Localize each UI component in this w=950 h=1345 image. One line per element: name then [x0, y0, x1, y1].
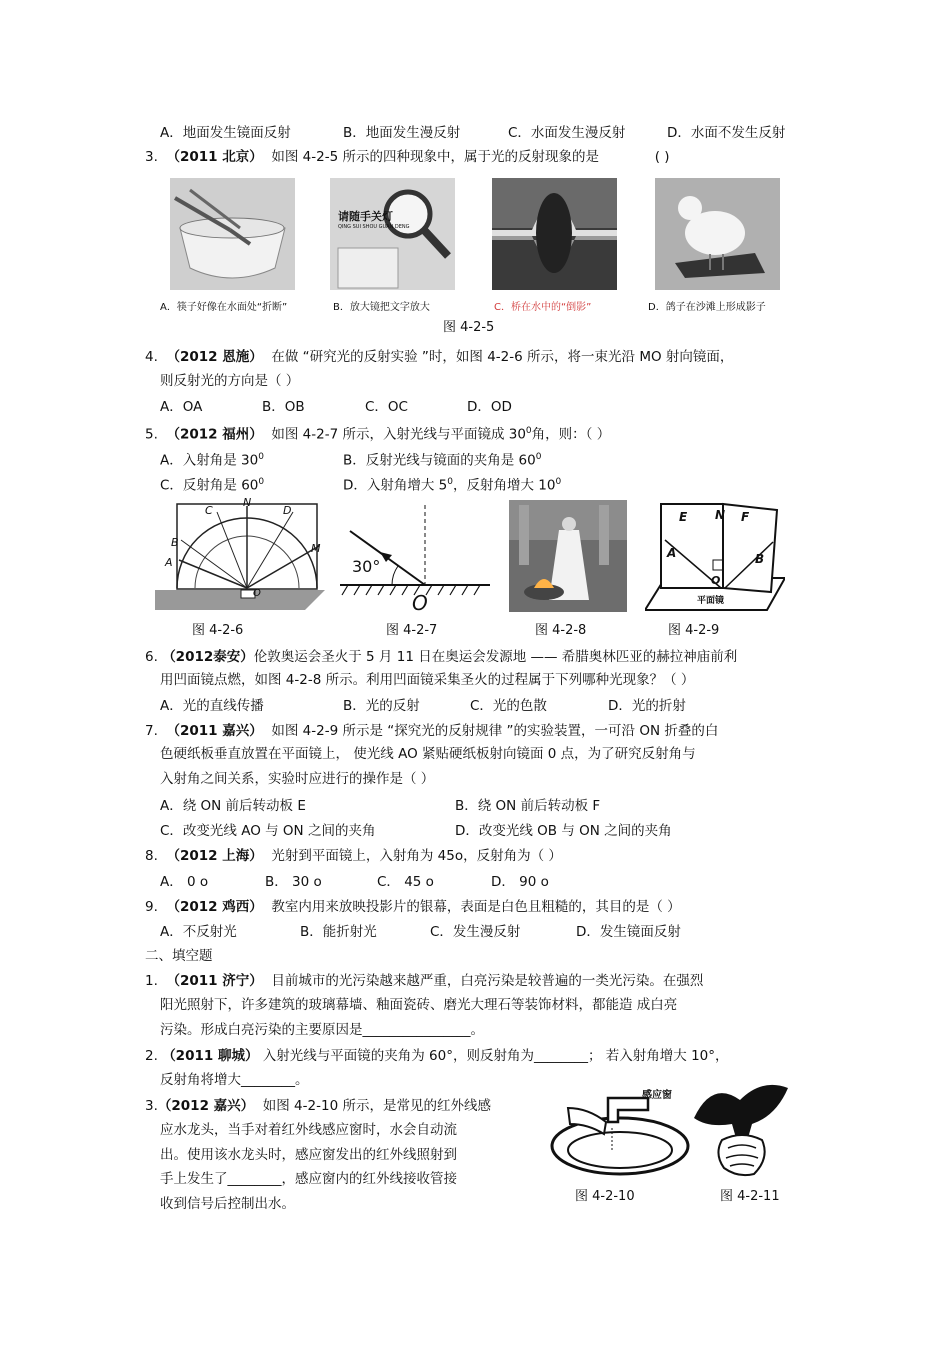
fig426-label-a: A	[165, 556, 173, 569]
q5-option-a: A．入射角是 $30^0$	[160, 452, 264, 469]
fig429-diagram	[645, 500, 785, 615]
q4-option-a: A．OA	[160, 399, 203, 415]
fig429-label-n: N	[715, 508, 726, 522]
q9-option-b: B．能折射光	[300, 924, 377, 940]
fig425-label-b: B．放大镜把文字放大	[333, 302, 430, 313]
fig429-mirror-label: 平面镜	[697, 596, 725, 606]
f1-question-line2: 阳光照射下，许多建筑的玻璃幕墙、釉面瓷砖、磨光大理石等装饰材料，都能造 成白亮	[160, 997, 678, 1013]
fig425-label-c: C．桥在水中的“倒影”	[494, 302, 592, 313]
q8-option-c: C． 45 o	[377, 874, 434, 890]
q5-question: 5. （2012 福州） 如图 4-2-7 所示，入射光线与平面镜成 $30^0$角，则：（ ）	[145, 426, 611, 443]
f2-question-line1: 2. （2011 聊城） 入射光线与平面镜的夹角为 60°，则反射角为________； 若入射角增大 10°，	[145, 1048, 729, 1064]
sign-text: 请随手关灯	[338, 210, 393, 223]
fig426-label-m: M	[311, 542, 321, 555]
q9-option-a: A．不反射光	[160, 924, 237, 940]
f3-question-line3: 出。使用该水龙头时，感应窗发出的红外线照射到	[160, 1147, 457, 1163]
f1-question-line3: 污染。形成白亮污染的主要原因是________________。	[160, 1022, 484, 1038]
q9-question: 9. （2012 鸡西） 教室内用来放映投影片的银幕，表面是白色且粗糙的，其目的是（ ）	[145, 899, 681, 915]
fig429-label-a: A	[667, 546, 677, 560]
fig429-label-e: E	[679, 510, 688, 524]
q6-option-a: A．光的直线传播	[160, 698, 264, 714]
f3-question-line4: 手上发生了________，感应窗内的红外线接收管接	[160, 1171, 457, 1187]
q5-option-d: D．入射角增大 $5^0$，反射角增大 $10^0$	[343, 477, 562, 494]
f1-question-line1: 1. （2011 济宁） 目前城市的光污染越来越严重，白亮污染是较普遍的一类光污染。在强烈	[145, 973, 704, 989]
q7-option-b: B．绕 ON 前后转动板 F	[455, 798, 601, 814]
q4-option-d: D．OD	[467, 399, 512, 415]
photo-chopsticks-in-bowl	[170, 178, 295, 290]
q7-option-c: C．改变光线 AO 与 ON 之间的夹角	[160, 823, 376, 839]
fig4211-caption: 图 4-2-11	[720, 1189, 780, 1204]
q7-option-d: D．改变光线 OB 与 ON 之间的夹角	[455, 823, 672, 839]
f3-question-line2: 应水龙头，当手对着红外线感应窗时，水会自动流	[160, 1122, 457, 1138]
q8-question: 8. （2012 上海） 光射到平面镜上，入射角为 45o，反射角为（ ）	[145, 848, 562, 864]
q4-option-c: C．OC	[365, 399, 408, 415]
q7-question-line3: 入射角之间关系，实验时应进行的操作是（ ）	[160, 771, 435, 787]
q6-option-d: D．光的折射	[608, 698, 686, 714]
q2-option-d: D．水面不发生反射	[667, 125, 786, 141]
fig429-caption: 图 4-2-9	[668, 623, 720, 638]
q6-option-c: C．光的色散	[470, 698, 547, 714]
photo-olympic-flame	[509, 500, 627, 612]
fig425-label-a: A．筷子好像在水面处“折断”	[160, 302, 288, 313]
q2-option-b: B．地面发生漫反射	[343, 125, 461, 141]
q4-option-b: B．OB	[262, 399, 305, 415]
q8-option-d: D． 90 o	[491, 874, 549, 890]
q6-option-b: B．光的反射	[343, 698, 420, 714]
fig4210-diagram	[548, 1088, 693, 1178]
q7-question-line2: 色硬纸板垂直放置在平面镜上， 使光线 AO 紧贴硬纸板射向镜面 0 点，为了研究反射角与	[160, 746, 696, 762]
fig426-caption: 图 4-2-6	[192, 623, 244, 638]
fig427-diagram	[340, 505, 495, 615]
fig426-label-c: C	[205, 504, 213, 517]
fig425-label-d: D．鸽子在沙滩上形成影子	[648, 302, 766, 313]
fig426-label-b: B	[171, 536, 179, 549]
photo-pigeon-shadow	[655, 178, 780, 290]
fig429-label-f: F	[741, 510, 750, 524]
fig4211-hand-shadow	[692, 1078, 792, 1178]
section-fill-blank-title: 二、填空题	[145, 948, 213, 964]
fig428-caption: 图 4-2-8	[535, 623, 587, 638]
q9-option-c: C．发生漫反射	[430, 924, 521, 940]
q7-question-line1: 7. （2011 嘉兴） 如图 4-2-9 所示是 “探究光的反射规律 ”的实验装置，一可沿 ON 折叠的白	[145, 723, 719, 739]
q8-option-b: B． 30 o	[265, 874, 322, 890]
q7-option-a: A．绕 ON 前后转动板 E	[160, 798, 306, 814]
fig425-caption: 图 4-2-5	[443, 320, 495, 335]
fig4210-caption: 图 4-2-10	[575, 1189, 635, 1204]
q8-option-a: A． 0 o	[160, 874, 209, 890]
q2-option-c: C．水面发生漫反射	[508, 125, 626, 141]
fig426-label-o: O	[253, 588, 261, 599]
q5-option-c: C．反射角是 $60^0$	[160, 477, 265, 494]
sign-subtext: QING SUI SHOU GUAN DENG	[338, 224, 410, 230]
fig429-label-b: B	[755, 552, 765, 566]
fig427-label-o: O	[412, 591, 428, 615]
q6-question-line1: 6. （2012泰安）伦敦奥运会圣火于 5 月 11 日在奥运会发源地 —— 希腊奥林匹亚的赫拉神庙前利	[145, 649, 738, 665]
q2-option-a: A．地面发生镜面反射	[160, 125, 291, 141]
q5-option-b: B．反射光线与镜面的夹角是 $60^0$	[343, 452, 542, 469]
q9-option-d: D．发生镜面反射	[576, 924, 681, 940]
fig426-diagram	[155, 496, 325, 612]
photo-bridge-reflection	[492, 178, 617, 290]
fig426-label-n: N	[243, 496, 252, 509]
fig427-angle-label: 30°	[352, 557, 381, 576]
fig427-caption: 图 4-2-7	[386, 623, 438, 638]
fig4210-window-label: 感应窗	[642, 1090, 672, 1101]
q6-question-line2: 用凹面镜点燃，如图 4-2-8 所示。利用凹面镜采集圣火的过程属于下列哪种光现象？（ ）	[160, 672, 695, 688]
f3-question-line1: 3.（2012 嘉兴） 如图 4-2-10 所示，是常见的红外线感	[145, 1098, 491, 1114]
q4-question-line1: 4. （2012 恩施） 在做 “研究光的反射实验 ”时，如图 4-2-6 所示，将一束光沿 MO 射向镜面，	[145, 349, 734, 365]
q3-question: 3. （2011 北京） 如图 4-2-5 所示的四种现象中，属于光的反射现象的是 ( )	[145, 149, 670, 165]
q4-question-line2: 则反射光的方向是（ ）	[160, 373, 300, 389]
f3-question-line5: 收到信号后控制出水。	[160, 1196, 295, 1212]
photo-magnifier-sign	[330, 178, 455, 290]
f2-question-line2: 反射角将增大________。	[160, 1072, 309, 1088]
fig429-label-o: O	[711, 574, 721, 587]
fig426-label-d: D	[283, 504, 292, 517]
